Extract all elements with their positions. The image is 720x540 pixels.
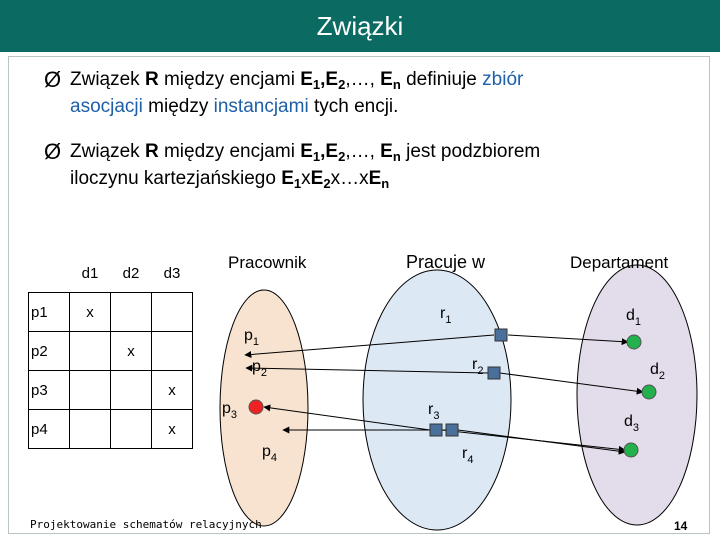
- employee-node: [249, 400, 263, 414]
- relation-node: [488, 367, 500, 379]
- bullet-arrow-icon: Ø: [44, 67, 62, 92]
- footer-text: Projektowanie schematów relacyjnych: [30, 518, 262, 531]
- bullet-text: asocjacji między instancjami tych encji.: [70, 96, 399, 117]
- matrix-cell: x: [111, 332, 152, 371]
- employee-label: $p_1$: [244, 327, 260, 348]
- matrix-row-label: p1: [29, 293, 70, 332]
- relation-node: [446, 424, 458, 436]
- slide-title: Związki: [316, 10, 404, 41]
- matrix-cell: x: [152, 410, 193, 449]
- header-relationship: Pracuje w: [406, 252, 486, 272]
- relation-node: [495, 329, 507, 341]
- department-label: $d_1$: [626, 307, 642, 328]
- relation-node: [430, 424, 442, 436]
- page-number: 14: [674, 519, 688, 533]
- employee-entity-set: [220, 290, 308, 526]
- header-department: Departament: [570, 253, 669, 272]
- bullet-arrow-icon: Ø: [44, 139, 62, 164]
- relation-label: $r_2$: [472, 356, 484, 377]
- department-node: [642, 385, 656, 399]
- matrix-row-label: p3: [29, 371, 70, 410]
- relationship-set: [363, 270, 511, 530]
- relation-label: $r_3$: [428, 401, 440, 422]
- bullet-text: Związek R między encjami $E_1,E_2,\dots$, $E_n$ jest podzbiorem: [70, 141, 541, 164]
- relation-label: $r_1$: [440, 305, 452, 326]
- employee-label: $p_2$: [252, 358, 268, 379]
- employee-label: $p_4$: [262, 443, 278, 464]
- matrix-cell: x: [70, 293, 111, 332]
- department-label: $d_2$: [650, 361, 666, 382]
- matrix-row-label: p2: [29, 332, 70, 371]
- department-entity-set: [577, 265, 697, 525]
- matrix-cell: x: [152, 371, 193, 410]
- matrix-row-label: p4: [29, 410, 70, 449]
- bullet-text: iloczynu kartezjańskiego $E_1xE_2x\dots xE_n$: [70, 168, 390, 191]
- matrix-col-header: d2: [122, 264, 140, 282]
- header-employee: Pracownik: [228, 253, 307, 272]
- employee-label: $p_3$: [222, 400, 238, 421]
- matrix-col-header: d3: [163, 264, 181, 282]
- matrix-col-header: d1: [81, 264, 99, 282]
- relation-label: $r_4$: [462, 445, 474, 466]
- department-node: [627, 335, 641, 349]
- bullet-text: Związek R między encjami $E_1,E_2,\dots$, $E_n$ definiuje zbiór: [70, 69, 524, 92]
- department-label: $d_3$: [624, 413, 640, 434]
- department-node: [624, 443, 638, 457]
